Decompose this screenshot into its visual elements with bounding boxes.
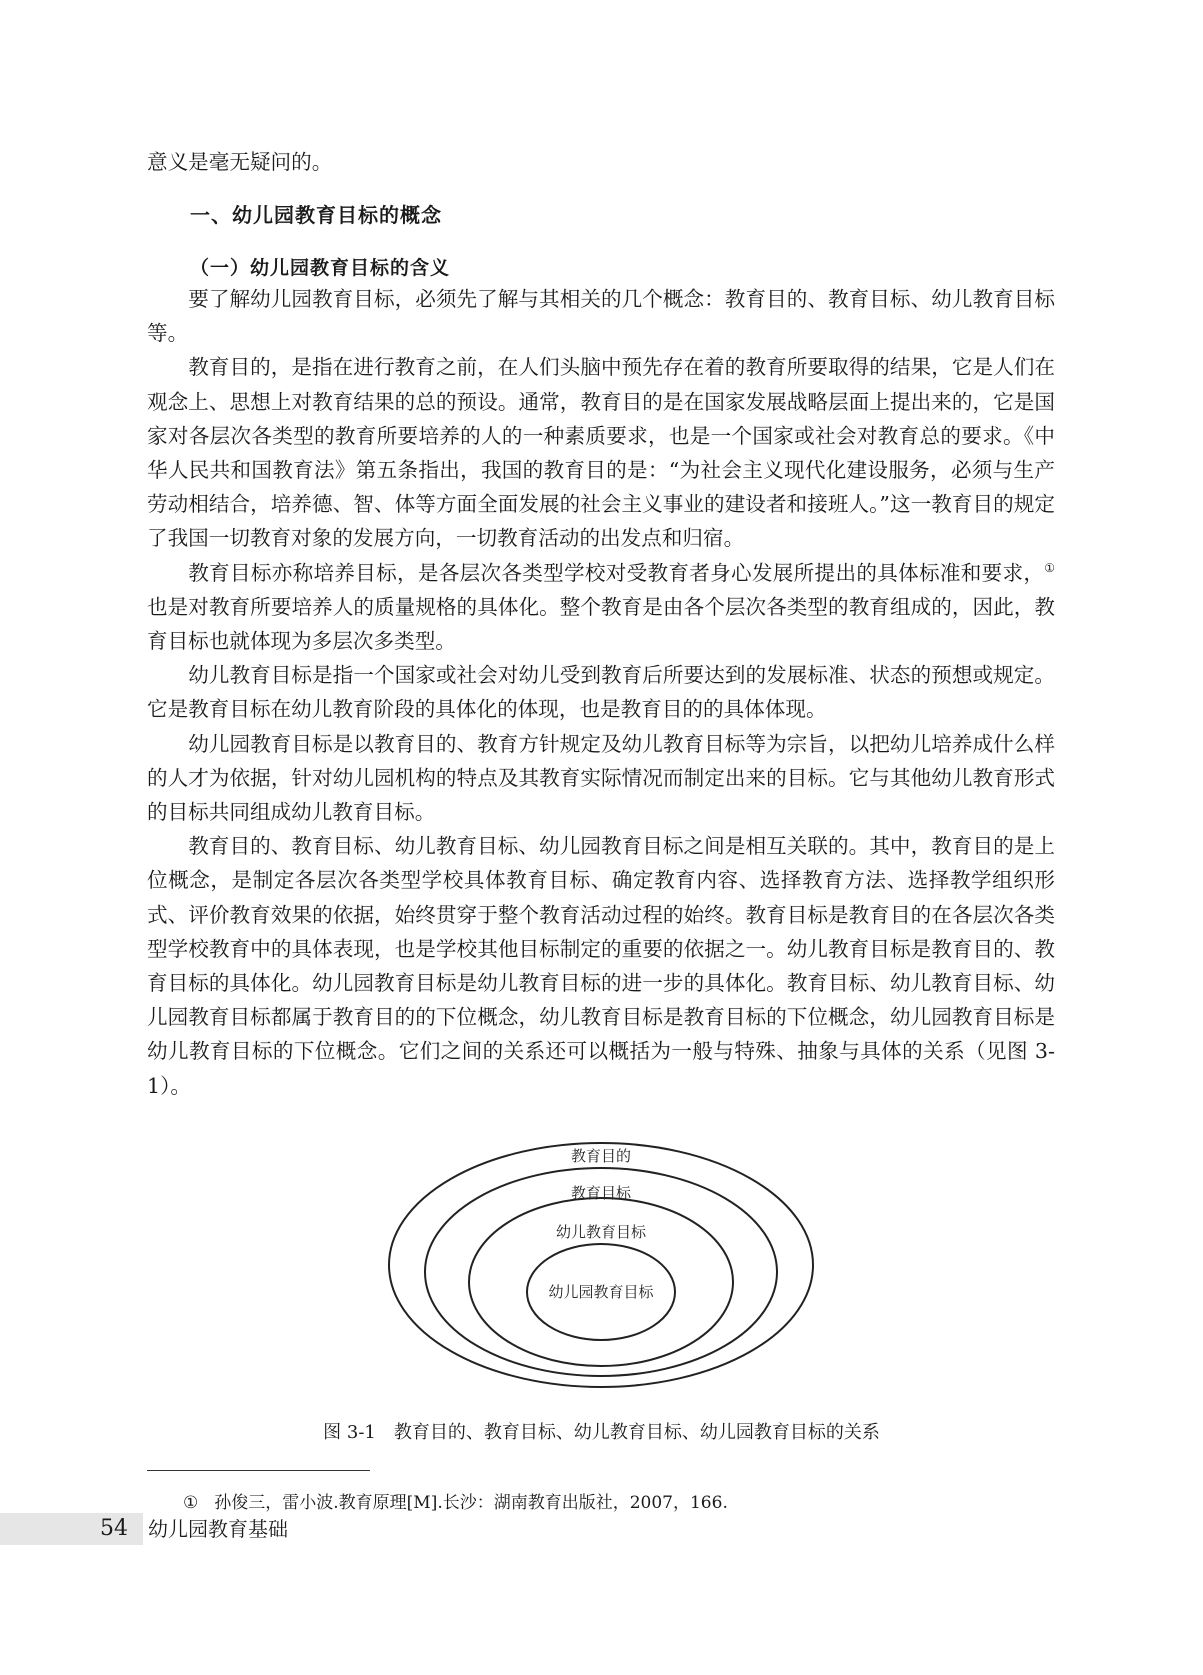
paragraph-education-purpose: 教育目的，是指在进行教育之前，在人们头脑中预先存在着的教育所要取得的结果，它是人们在观念上、思想上对教育结果的总的预设。通常，教育目的是在国家发展战略层面上提出来的，它是国家对各层次各类型的教育所要培养的人的一种素质要求，也是一个国家或社会对教育总的要求。《中华人民共和国教育法》第五条指出，我国的教育目的是：“为社会主义现代化建设服务，必须与生产劳动相结合，培养德、智、体等方面全面发展的社会主义事业的建设者和接班人。”这一教育目的规定了我国一切教育对象的发展方向，一切教育活动的出发点和归宿。	[147, 355, 1055, 551]
label-education-purpose: 教育目的	[570, 1147, 632, 1165]
paragraph-education-goal-part1: 教育目标亦称培养目标，是各层次各类型学校对受教育者身心发展所提出的具体标准和要求，	[188, 560, 1045, 585]
footnote	[183, 1488, 728, 1513]
subsection-heading: （一）幼儿园教育目标的含义	[190, 257, 451, 279]
label-kindergarten-goal: 幼儿园教育目标	[548, 1283, 654, 1301]
body-paragraphs	[147, 282, 1055, 1103]
footnote-reference[interactable]: ①	[1044, 560, 1055, 575]
figure-caption: 图 3-1 教育目的、教育目标、幼儿教育目标、幼儿园教育目标的关系	[323, 1422, 880, 1443]
ellipse-education-purpose	[389, 1143, 813, 1387]
label-early-childhood-goal: 幼儿教育目标	[555, 1223, 647, 1241]
footnote-divider	[147, 1470, 370, 1471]
label-education-goal: 教育目标	[570, 1184, 632, 1202]
page-number: 54	[100, 1516, 128, 1541]
opening-text	[147, 145, 1055, 179]
footnote-text: 孙俊三，雷小波.教育原理[M].长沙：湖南教育出版社，2007，166.	[214, 1493, 728, 1513]
paragraph-relationship: 教育目的、教育目标、幼儿教育目标、幼儿园教育目标之间是相互关联的。其中，教育目的是上位概念，是制定各层次各类型学校具体教育目标、确定教育内容、选择教育方法、选择教学组织形式、评价教育效果的依据，始终贯穿于整个教育活动过程的始终。教育目标是教育目的在各层次各类型学校教育中的具体表现，也是学校其他目标制定的重要的依据之一。幼儿教育目标是教育目的、教育目标的具体化。幼儿园教育目标是幼儿教育目标的进一步的具体化。教育目标、幼儿教育目标、幼儿园教育目标都属于教育目的的下位概念，幼儿教育目标是教育目标的下位概念，幼儿园教育目标是幼儿教育目标的下位概念。它们之间的关系还可以概括为一般与特殊、抽象与具体的关系（见图 3-1）。	[147, 834, 1055, 1098]
paragraph-education-goal	[147, 556, 1055, 659]
nested-concepts-diagram	[386, 1140, 816, 1390]
opening-line: 意义是毫无疑问的。	[147, 150, 333, 174]
paragraph-early-childhood-goal: 幼儿教育目标是指一个国家或社会对幼儿受到教育后所要达到的发展标准、状态的预想或规定。它是教育目标在幼儿教育阶段的具体化的体现，也是教育目的的具体体现。	[147, 663, 1055, 722]
footnote-mark: ①	[183, 1493, 199, 1513]
paragraph-concepts: 要了解幼儿园教育目标，必须先了解与其相关的几个概念：教育目的、教育目标、幼儿教育目标等。	[147, 287, 1055, 346]
paragraph-education-goal-part2: 也是对教育所要培养人的质量规格的具体化。整个教育是由各个层次各类型的教育组成的，因此，教育目标也就体现为多层次多类型。	[147, 594, 1055, 654]
running-footer-title: 幼儿园教育基础	[148, 1517, 288, 1541]
paragraph-kindergarten-goal: 幼儿园教育目标是以教育目的、教育方针规定及幼儿教育目标等为宗旨，以把幼儿培养成什么样的人才为依据，针对幼儿园机构的特点及其教育实际情况而制定出来的目标。它与其他幼儿教育形式的目标共同组成幼儿教育目标。	[147, 731, 1055, 825]
section-heading: 一、幼儿园教育目标的概念	[190, 203, 442, 227]
